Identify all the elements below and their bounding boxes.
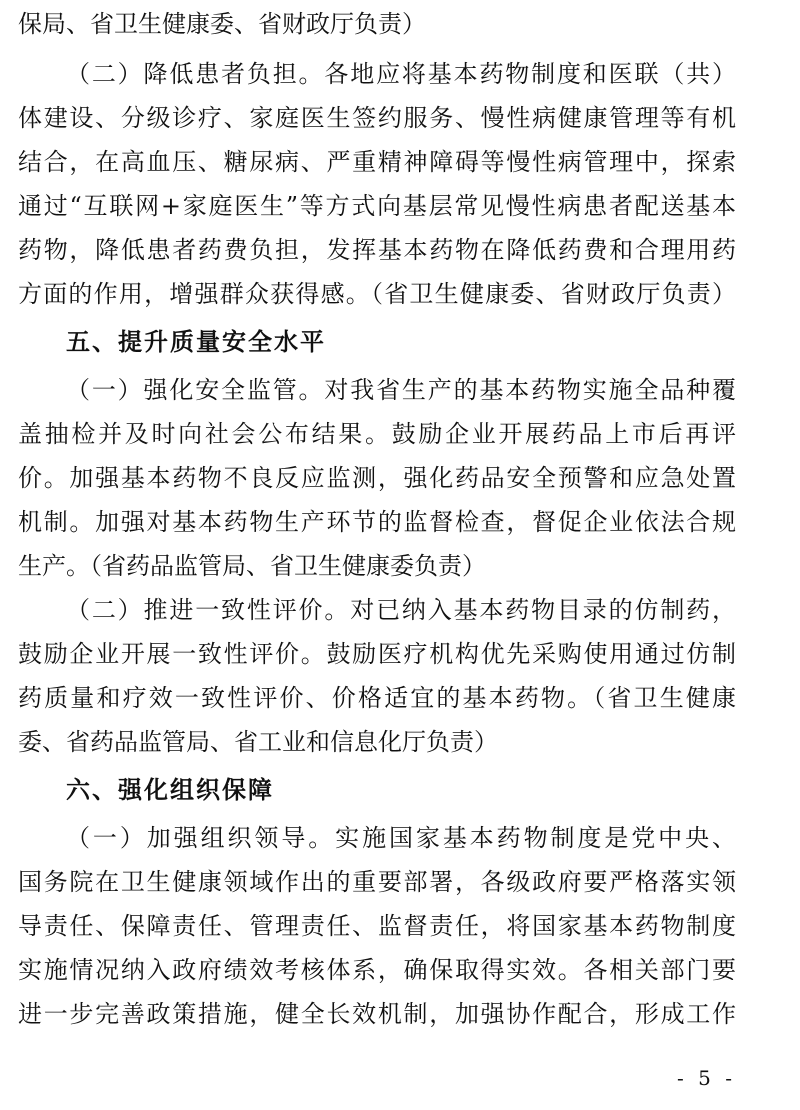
paragraph-first-line: （二）降低患者负担。各地应将基本药物制度和医联（共） bbox=[66, 60, 736, 88]
text-line: 实施情况纳入政府绩效考核体系，确保取得实效。各相关部门要 bbox=[18, 956, 736, 984]
paragraph-first-line: （一）强化安全监管。对我省生产的基本药物实施全品种覆 bbox=[66, 376, 736, 404]
text-line: 机制。加强对基本药物生产环节的监督检查，督促企业依法合规 bbox=[18, 508, 736, 536]
text-line: 保局、省卫生健康委、省财政厅负责） bbox=[18, 10, 426, 38]
paragraph-first-line: （一）加强组织领导。实施国家基本药物制度是党中央、 bbox=[66, 824, 736, 852]
text-line: 生产。（省药品监管局、省卫生健康委负责） bbox=[18, 552, 486, 580]
text-line: 委、省药品监管局、省工业和信息化厅负责） bbox=[18, 728, 498, 756]
text-line: 药质量和疗效一致性评价、价格适宜的基本药物。（省卫生健康 bbox=[18, 684, 736, 712]
section-heading: 五、提升质量安全水平 bbox=[66, 328, 326, 356]
paragraph-first-line: （二）推进一致性评价。对已纳入基本药物目录的仿制药， bbox=[66, 596, 736, 624]
text-line: 体建设、分级诊疗、家庭医生签约服务、慢性病健康管理等有机 bbox=[18, 104, 736, 132]
text-line: 鼓励企业开展一致性评价。鼓励医疗机构优先采购使用通过仿制 bbox=[18, 640, 736, 668]
text-line: 国务院在卫生健康领域作出的重要部署，各级政府要严格落实领 bbox=[18, 868, 736, 896]
page-number: - 5 - bbox=[677, 1066, 736, 1090]
text-line: 结合，在高血压、糖尿病、严重精神障碍等慢性病管理中，探索 bbox=[18, 148, 736, 176]
text-line: 通过“互联网+家庭医生”等方式向基层常见慢性病患者配送基本 bbox=[18, 192, 736, 220]
text-line: 方面的作用，增强群众获得感。（省卫生健康委、省财政厅负责） bbox=[18, 280, 736, 308]
text-line: 盖抽检并及时向社会公布结果。鼓励企业开展药品上市后再评 bbox=[18, 420, 736, 448]
text-line: 进一步完善政策措施，健全长效机制，加强协作配合，形成工作 bbox=[18, 1000, 736, 1028]
text-line: 导责任、保障责任、管理责任、监督责任，将国家基本药物制度 bbox=[18, 912, 736, 940]
text-line: 药物，降低患者药费负担，发挥基本药物在降低药费和合理用药 bbox=[18, 236, 736, 264]
section-heading: 六、强化组织保障 bbox=[66, 776, 274, 804]
text-line: 价。加强基本药物不良反应监测，强化药品安全预警和应急处置 bbox=[18, 464, 736, 492]
